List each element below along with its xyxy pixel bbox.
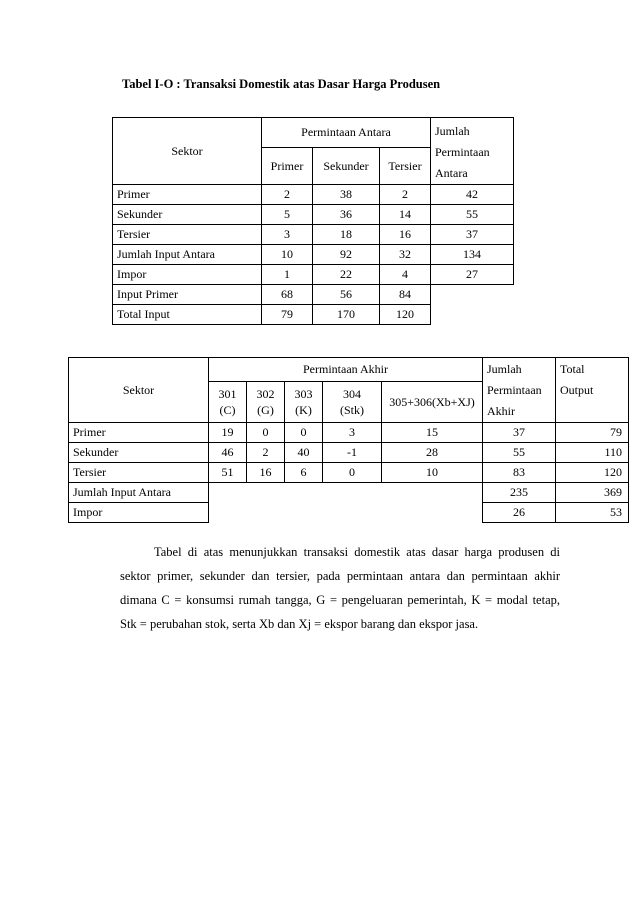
header-line: Antara <box>435 166 468 180</box>
header-line: 304 <box>343 387 361 402</box>
row-label: Jumlah Input Antara <box>113 245 262 265</box>
cell-value: 10 <box>382 463 483 483</box>
header-line: Akhir <box>487 404 515 418</box>
table-row <box>113 225 514 245</box>
cell-value: 2 <box>262 185 313 205</box>
cell-value: 170 <box>313 305 380 325</box>
header-line: (G) <box>257 403 274 418</box>
cell-value: 92 <box>313 245 380 265</box>
sektor-header: Sektor <box>113 118 262 185</box>
cell-value: 0 <box>285 423 323 443</box>
cell-value: 4 <box>380 265 431 285</box>
paragraph-text: Tabel di atas menunjukkan transaksi domestik atas dasar harga produsen di sektor primer, sekunder dan tersier, pada permintaan antara dan permintaan akhir dimana C = konsumsi rumah tangga, G = pengeluaran pemerintah, K = modal tetap, Stk = perubahan stok, serta Xb dan Xj = ekspor barang dan ekspor jasa. <box>120 545 560 631</box>
header-line: Jumlah <box>487 362 522 376</box>
header-line: Permintaan <box>487 383 542 397</box>
cell-value: 22 <box>313 265 380 285</box>
cell-jumlah: 27 <box>431 265 514 285</box>
cell-total: 53 <box>556 503 629 523</box>
row-label: Primer <box>69 423 209 443</box>
table-row <box>69 423 629 443</box>
cell-value: 0 <box>247 423 285 443</box>
total-final-demand-header <box>483 358 556 423</box>
cell-value: 40 <box>285 443 323 463</box>
header-line: (K) <box>295 403 312 418</box>
empty-cell <box>431 305 514 325</box>
cell-jumlah: 42 <box>431 185 514 205</box>
cell-value: 79 <box>262 305 313 325</box>
cell-value: -1 <box>323 443 382 463</box>
cell-value: 38 <box>313 185 380 205</box>
row-label: Tersier <box>113 225 262 245</box>
cell-value: 16 <box>247 463 285 483</box>
final-demand-header: Permintaan Akhir <box>209 358 483 382</box>
cell-value: 28 <box>382 443 483 463</box>
col-header-tersier: Tersier <box>380 148 431 185</box>
header-line: Output <box>560 383 594 397</box>
row-label: Input Primer <box>113 285 262 305</box>
total-intermediate-demand-header <box>431 118 514 185</box>
empty-block <box>209 483 483 523</box>
cell-value: 36 <box>313 205 380 225</box>
table-row <box>113 205 514 225</box>
final-demand-table <box>68 357 629 523</box>
cell-jumlah: 55 <box>483 443 556 463</box>
cell-jumlah: 37 <box>483 423 556 443</box>
table-row <box>113 285 514 305</box>
cell-value: 10 <box>262 245 313 265</box>
cell-value: 19 <box>209 423 247 443</box>
header-line: Jumlah <box>435 124 470 138</box>
cell-total: 369 <box>556 483 629 503</box>
table-row <box>69 443 629 463</box>
table-row <box>69 463 629 483</box>
cell-jumlah: 134 <box>431 245 514 265</box>
col-header-301 <box>209 382 247 423</box>
cell-value: 16 <box>380 225 431 245</box>
col-header-304 <box>323 382 382 423</box>
col-header-sekunder: Sekunder <box>313 148 380 185</box>
col-header-302 <box>247 382 285 423</box>
cell-total: 120 <box>556 463 629 483</box>
cell-value: 1 <box>262 265 313 285</box>
cell-value: 15 <box>382 423 483 443</box>
row-label: Primer <box>113 185 262 205</box>
header-line: Total <box>560 362 585 376</box>
cell-value: 2 <box>247 443 285 463</box>
row-label: Total Input <box>113 305 262 325</box>
cell-value: 84 <box>380 285 431 305</box>
cell-jumlah: 26 <box>483 503 556 523</box>
header-line: 302 <box>256 387 275 402</box>
cell-value: 46 <box>209 443 247 463</box>
header-line: 303 <box>294 387 313 402</box>
cell-jumlah: 83 <box>483 463 556 483</box>
cell-value: 5 <box>262 205 313 225</box>
cell-jumlah: 37 <box>431 225 514 245</box>
cell-value: 68 <box>262 285 313 305</box>
empty-cell <box>431 285 514 305</box>
document-title: Tabel I-O : Transaksi Domestik atas Dasar Harga Produsen <box>122 77 441 91</box>
intermediate-demand-header: Permintaan Antara <box>262 118 431 148</box>
description-paragraph <box>120 540 560 636</box>
row-label: Sekunder <box>69 443 209 463</box>
total-output-header <box>556 358 629 423</box>
row-label: Tersier <box>69 463 209 483</box>
cell-value: 3 <box>323 423 382 443</box>
header-line: (C) <box>219 403 236 418</box>
table-row <box>113 305 514 325</box>
cell-value: 3 <box>262 225 313 245</box>
header-line: Permintaan <box>435 145 490 159</box>
cell-value: 0 <box>323 463 382 483</box>
table-row <box>69 483 629 503</box>
row-label: Impor <box>69 503 209 523</box>
row-label: Impor <box>113 265 262 285</box>
header-line: (Stk) <box>340 403 364 418</box>
cell-value: 56 <box>313 285 380 305</box>
cell-value: 18 <box>313 225 380 245</box>
cell-total: 79 <box>556 423 629 443</box>
cell-value: 120 <box>380 305 431 325</box>
table-row <box>113 245 514 265</box>
cell-jumlah: 235 <box>483 483 556 503</box>
table-row <box>113 185 514 205</box>
sektor-header: Sektor <box>69 358 209 423</box>
cell-value: 2 <box>380 185 431 205</box>
cell-value: 14 <box>380 205 431 225</box>
row-label: Jumlah Input Antara <box>69 483 209 503</box>
row-label: Sekunder <box>113 205 262 225</box>
col-header-303 <box>285 382 323 423</box>
col-header-305-306: 305+306(Xb+XJ) <box>382 382 483 423</box>
header-line: 301 <box>218 387 237 402</box>
col-header-primer: Primer <box>262 148 313 185</box>
cell-value: 32 <box>380 245 431 265</box>
cell-value: 51 <box>209 463 247 483</box>
cell-value: 6 <box>285 463 323 483</box>
intermediate-demand-table <box>112 117 514 325</box>
cell-total: 110 <box>556 443 629 463</box>
table-row <box>113 265 514 285</box>
cell-jumlah: 55 <box>431 205 514 225</box>
